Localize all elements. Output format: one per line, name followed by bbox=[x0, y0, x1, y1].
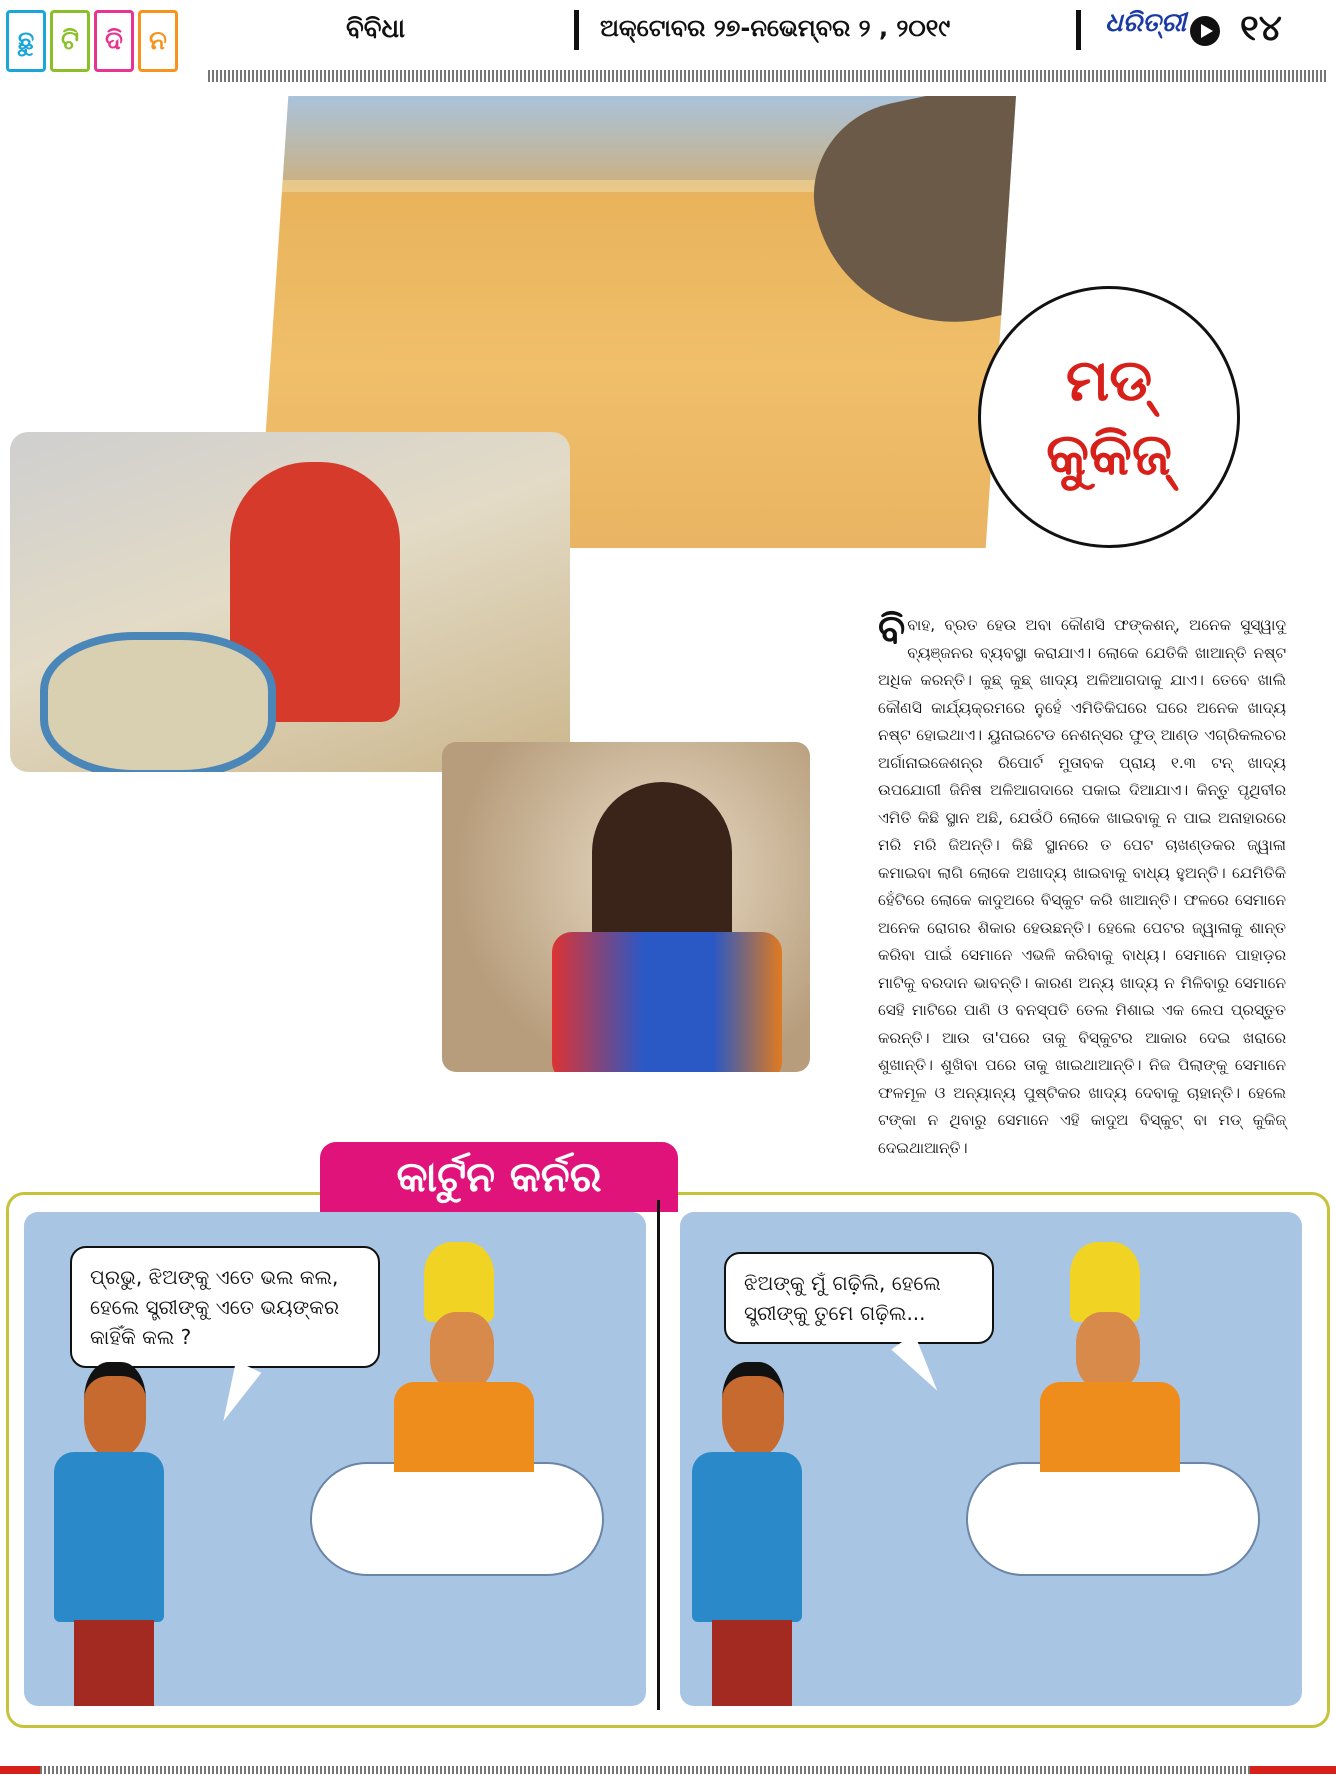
cloud bbox=[966, 1462, 1260, 1576]
god-character bbox=[1040, 1242, 1180, 1472]
article-text: ବାହ, ବ୍ରତ ହେଉ ଅବା କୌଣସି ଫଙ୍କଶନ୍, ଅନେକ ସୁସ୍ୱାଦୁ ବ୍ୟଞ୍ଜନର ବ୍ୟବସ୍ଥା କରାଯାଏ। ଲୋକେ ଯେତିକି ଖାଆନ୍ତି ନଷ୍ଟ ଅଧିକ କରନ୍ତି। କୁଛ୍ କୁଛ୍ ଖାଦ୍ୟ ଅଳିଆଗଦାକୁ ଯାଏ। ତେବେ ଖାଲି କୌଣସି କାର୍ଯ୍ୟକ୍ରମରେ ନୁହେଁ ଏମିତିକିଘରେ ଘରେ ଅନେକ ଖାଦ୍ୟ ନଷ୍ଟ ହୋଇଥାଏ। ୟୁନାଇଟେଡ ନେଶନ୍ସର ଫୁଡ୍ ଆଣ୍ଡ ଏଗ୍ରିକଲଚର ଅର୍ଗାନାଇଜେଶନ୍‌ର ରିପୋର୍ଟ ମୁତାବକ ପ୍ରାୟ ୧.୩ ଟନ୍ ଖାଦ୍ୟ ଉପଯୋଗୀ ଜିନିଷ ଅଳିଆଗଦାରେ ପକାଇ ଦିଆଯାଏ। କିନ୍ତୁ ପୃଥିବୀର ଏମିତି କିଛି ସ୍ଥାନ ଅଛି, ଯେଉଁଠି ଲୋକେ ଖାଇବାକୁ ନ ପାଇ ଅନାହାରରେ ମରି ମରି ଜିଅନ୍ତି। କିଛି ସ୍ଥାନରେ ତ ପେଟ ଚାଖଣ୍ଡକର ଜ୍ୱାଳା କମାଇବା ଲାଗି ଲୋକେ ଅଖାଦ୍ୟ ଖାଇବାକୁ ବାଧ୍ୟ ହୁଅନ୍ତି। ଯେମିତିକି ହେଁଟିରେ ଲୋକେ କାଦୁଅରେ ବିସ୍କୁଟ କରି ଖାଆନ୍ତି। ଫଳରେ ସେମାନେ ଅନେକ ରୋଗର ଶିକାର ହେଉଛନ୍ତି। ହେଲେ ପେଟର ଜ୍ୱାଳାକୁ ଶାନ୍ତ କରିବା ପାଇଁ ସେମାନେ ଏଭଳି କରିବାକୁ ବାଧ୍ୟ। ସେମାନେ ପାହାଡ଼ର ମାଟିକୁ ବରଦାନ ଭାବନ୍ତି। କାରଣ ଅନ୍ୟ ଖାଦ୍ୟ ନ ମିଳିବାରୁ ସେମାନେ ସେହି ମାଟିରେ ପାଣି ଓ ବନସ୍ପତି ତେଲ ମିଶାଇ ଏକ ଲେପ ପ୍ରସ୍ତୁତ କରନ୍ତି। ଆଉ ତା'ପରେ ତାକୁ ବିସ୍କୁଟର ଆକାର ଦେଇ ଖରାରେ ଶୁଖାନ୍ତି। ଶୁଖିବା ପରେ ତାକୁ ଖାଇଥାଆନ୍ତି। ନିଜ ପିଲାଙ୍କୁ ସେମାନେ ଫଳମୂଳ ଓ ଅନ୍ୟାନ୍ୟ ପୁଷ୍ଟିକର ଖାଦ୍ୟ ଦେବାକୁ ଚାହାନ୍ତି। ହେଲେ ଟଙ୍କା ନ ଥିବାରୁ ସେମାନେ ଏହି କାଦୁଅ ବିସ୍କୁଟ୍ ବା ମଡ୍ କୁକିଜ୍ ଦେଇଥାଆନ୍ତି। bbox=[878, 616, 1286, 1157]
speech-line: ପ୍ରଭୁ, ଝିଅଙ୍କୁ ଏତେ ଭଲ କଲ, bbox=[90, 1265, 339, 1289]
header-rule bbox=[208, 70, 1326, 82]
man-character bbox=[692, 1362, 812, 1706]
footer-rule bbox=[0, 1766, 1336, 1774]
woman-holding-cookies-photo bbox=[10, 432, 570, 772]
masthead-letter-1: ଛୁ bbox=[6, 10, 46, 72]
man-character bbox=[54, 1362, 174, 1706]
panel-divider bbox=[657, 1200, 660, 1710]
masthead-letter-3: ଦି bbox=[94, 10, 134, 72]
cartoon-heading: କାର୍ଟୁନ କର୍ନର bbox=[320, 1142, 678, 1212]
cartoon-panel-1 bbox=[24, 1212, 646, 1706]
speech-line: ସ୍ତ୍ରୀଙ୍କୁ ତୁମେ ଗଢ଼ିଲ... bbox=[744, 1301, 926, 1325]
footer-accent bbox=[1250, 1766, 1336, 1774]
cartoon-panel-2 bbox=[680, 1212, 1302, 1706]
header-divider bbox=[1076, 10, 1081, 50]
speech-line: କାହିଁକି କଲ ? bbox=[90, 1325, 192, 1349]
play-icon bbox=[1190, 16, 1220, 46]
speech-bubble-2 bbox=[724, 1252, 994, 1344]
page-number: ୧୪ bbox=[1240, 8, 1282, 49]
article-title bbox=[978, 286, 1240, 548]
cloud bbox=[310, 1462, 604, 1576]
issue-date: ଅକ୍ଟୋବର ୨୭-ନଭେମ୍ବର ୨ , ୨୦୧୯ bbox=[600, 14, 951, 42]
article-title-line1: ମଡ୍ bbox=[1065, 346, 1153, 414]
header-divider bbox=[574, 10, 579, 50]
speech-line: ଝିଅଙ୍କୁ ମୁଁ ଗଢ଼ିଲି, ହେଲେ bbox=[744, 1271, 941, 1295]
footer-accent bbox=[0, 1766, 40, 1774]
children-eating-photo bbox=[442, 742, 810, 1072]
brand-logo: ଧରିତ୍ରୀ bbox=[1105, 8, 1187, 38]
speech-line: ହେଲେ ସ୍ତ୍ରୀଙ୍କୁ ଏତେ ଭୟଙ୍କର bbox=[90, 1295, 340, 1319]
masthead-logo bbox=[6, 10, 178, 72]
section-title: ବିବିଧା bbox=[346, 14, 405, 44]
masthead-letter-2: ଟି bbox=[50, 10, 90, 72]
god-character bbox=[394, 1242, 534, 1472]
speech-bubble-1 bbox=[70, 1246, 380, 1368]
article-body bbox=[878, 607, 1286, 1162]
drop-cap: ବି bbox=[878, 607, 906, 653]
masthead-letter-4: ନ bbox=[138, 10, 178, 72]
article-title-line2: କୁକିଜ୍ bbox=[1046, 420, 1172, 488]
